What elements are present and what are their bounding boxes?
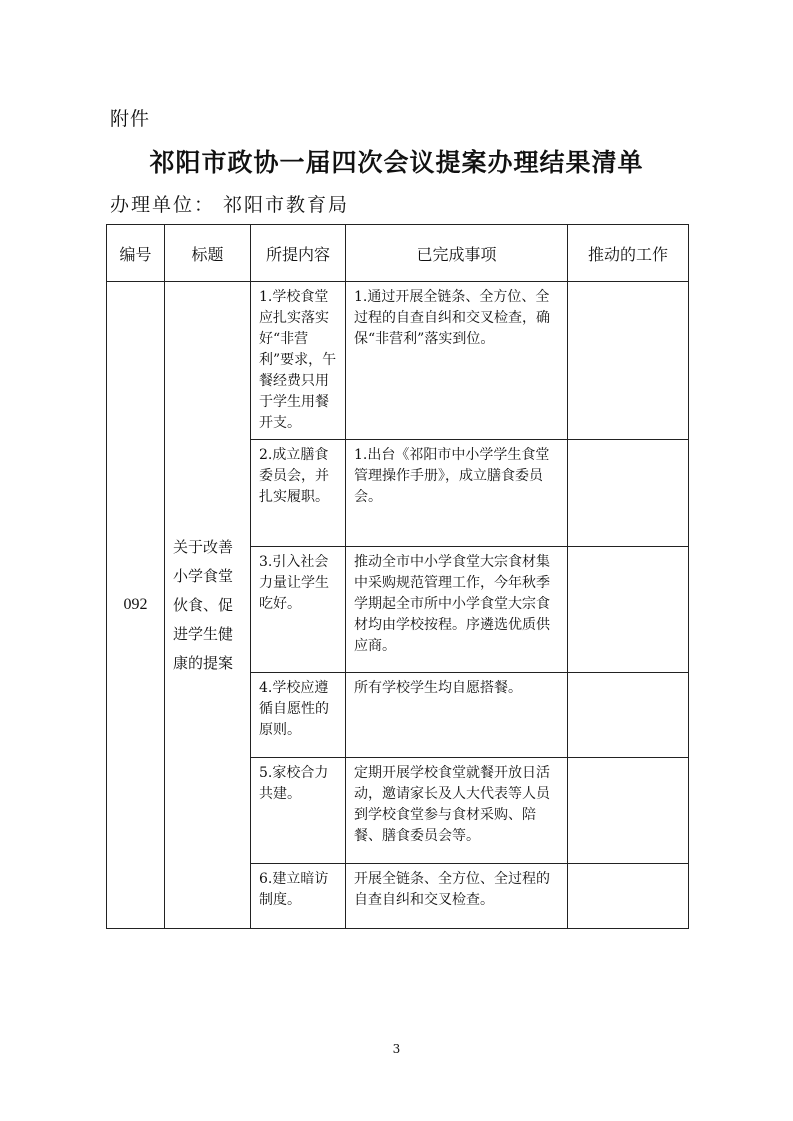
proposal-title: 关于改善小学食堂伙食、促进学生健康的提案 <box>165 282 251 929</box>
promoted-work-cell <box>568 758 689 864</box>
proposal-number: 092 <box>107 282 165 929</box>
handling-unit-line: 办理单位： 祁阳市教育局 <box>110 194 350 216</box>
proposal-content-cell: 4.学校应遵循自愿性的原则。 <box>251 673 346 758</box>
header-promoted-work: 推动的工作 <box>568 225 689 282</box>
completed-items-cell: 所有学校学生均自愿搭餐。 <box>346 673 568 758</box>
table-row <box>107 282 689 440</box>
completed-items-cell: 1.出台《祁阳市中小学学生食堂管理操作手册》，成立膳食委员会。 <box>346 440 568 547</box>
header-content: 所提内容 <box>251 225 346 282</box>
proposal-content-cell: 3.引入社会力量让学生吃好。 <box>251 547 346 673</box>
attachment-label: 附件 <box>110 108 151 130</box>
proposal-content-cell: 1.学校食堂应扎实落实好“非营利”要求，午餐经费只用于学生用餐开支。 <box>251 282 346 440</box>
results-table <box>106 224 689 929</box>
promoted-work-cell <box>568 673 689 758</box>
proposal-content-cell: 6.建立暗访制度。 <box>251 864 346 929</box>
proposal-content-cell: 5.家校合力共建。 <box>251 758 346 864</box>
completed-items-cell: 开展全链条、全方位、全过程的自查自纠和交叉检查。 <box>346 864 568 929</box>
proposal-content-cell: 2.成立膳食委员会，并扎实履职。 <box>251 440 346 547</box>
header-completed: 已完成事项 <box>346 225 568 282</box>
page-number: 3 <box>392 1042 401 1056</box>
completed-items-cell: 推动全市中小学食堂大宗食材集中采购规范管理工作，今年秋季学期起全市所中小学食堂大宗食材均由学校按程。序遴选优质供应商。 <box>346 547 568 673</box>
document-title: 祁阳市政协一届四次会议提案办理结果清单 <box>149 148 644 177</box>
promoted-work-cell <box>568 282 689 440</box>
completed-items-cell: 1.通过开展全链条、全方位、全过程的自查自纠和交叉检查，确保“非营利”落实到位。 <box>346 282 568 440</box>
promoted-work-cell <box>568 547 689 673</box>
header-title: 标题 <box>165 225 251 282</box>
promoted-work-cell <box>568 440 689 547</box>
header-number: 编号 <box>107 225 165 282</box>
completed-items-cell: 定期开展学校食堂就餐开放日活动，邀请家长及人大代表等人员到学校食堂参与食材采购、陪餐、膳食委员会等。 <box>346 758 568 864</box>
table-header-row <box>107 225 689 282</box>
promoted-work-cell <box>568 864 689 929</box>
